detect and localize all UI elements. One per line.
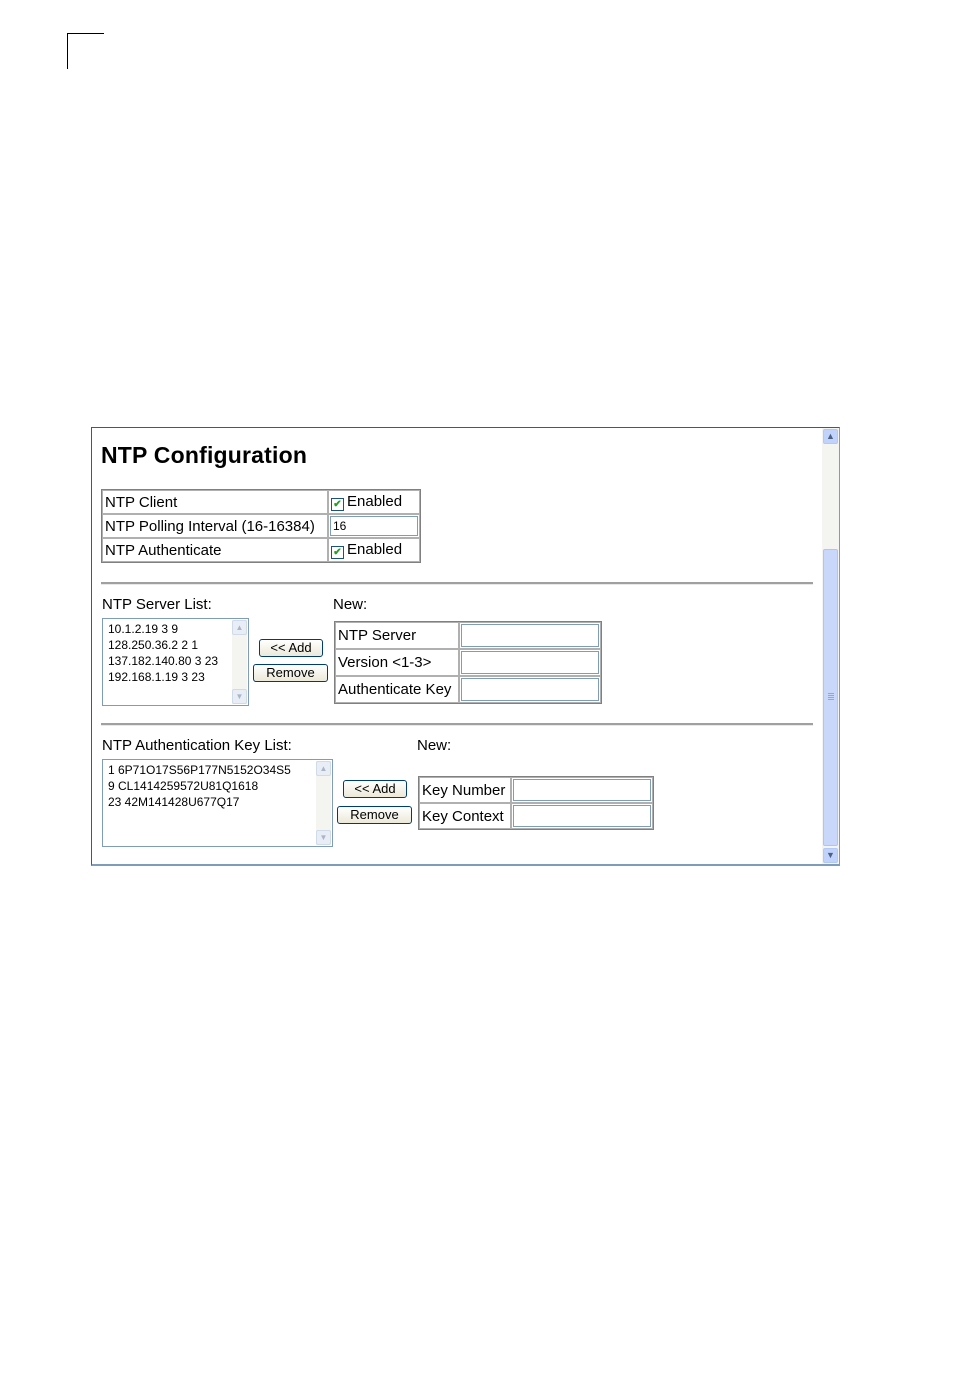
list-item[interactable]: 192.168.1.19 3 23	[108, 670, 205, 684]
server-list-scrollbar[interactable]	[232, 620, 247, 704]
grip-line	[828, 695, 834, 696]
ntp-client-label: NTP Client	[102, 490, 328, 514]
list-item[interactable]: 10.1.2.19 3 9	[108, 622, 179, 636]
page-content	[92, 428, 822, 864]
ntp-settings-table	[101, 489, 421, 563]
ntp-authenticate-value: Enabled	[347, 541, 403, 558]
authenticate-key-cell	[459, 676, 601, 703]
ntp-client-value: Enabled	[347, 493, 403, 510]
server-list[interactable]	[102, 618, 249, 706]
polling-interval-label: NTP Polling Interval (16-16384)	[102, 514, 328, 538]
ntp-authenticate-label: NTP Authenticate	[102, 538, 328, 562]
divider	[101, 723, 813, 726]
server-remove-button[interactable]: Remove	[253, 664, 328, 682]
authenticate-key-label: Authenticate Key	[335, 676, 459, 703]
version-input[interactable]	[461, 651, 599, 674]
key-list[interactable]	[102, 759, 333, 847]
list-item[interactable]: 1 6P71O17S56P177N5152O34S5	[108, 763, 291, 777]
authenticate-key-input[interactable]	[461, 678, 599, 701]
table-row	[102, 514, 420, 538]
crop-mark-vertical	[67, 33, 68, 69]
key-context-label: Key Context	[419, 803, 511, 829]
scrollbar-thumb[interactable]	[823, 549, 838, 846]
chevron-up-icon[interactable]: ▲	[823, 429, 838, 444]
list-item[interactable]: 23 42M141428U677Q17	[108, 795, 240, 809]
chevron-down-icon[interactable]: ▼	[823, 848, 838, 863]
window-scrollbar[interactable]	[822, 428, 839, 864]
ntp-server-input[interactable]	[461, 624, 599, 647]
page-title: NTP Configuration	[101, 442, 308, 468]
server-new-table	[334, 621, 602, 704]
table-row	[102, 490, 420, 514]
key-list-scrollbar[interactable]	[316, 761, 331, 845]
grip-line	[828, 697, 834, 698]
table-row	[419, 803, 653, 829]
table-row	[335, 622, 601, 649]
key-context-input[interactable]	[513, 805, 651, 827]
key-number-input[interactable]	[513, 779, 651, 801]
key-add-button[interactable]: << Add	[343, 780, 407, 798]
ntp-server-label: NTP Server	[335, 622, 459, 649]
server-add-button[interactable]: << Add	[259, 639, 323, 657]
version-label: Version <1-3>	[335, 649, 459, 676]
table-row	[102, 538, 420, 562]
key-number-label: Key Number	[419, 777, 511, 803]
list-item[interactable]: 128.250.36.2 2 1	[108, 638, 199, 652]
chevron-down-icon[interactable]: ▼	[232, 689, 247, 704]
grip-line	[828, 699, 834, 700]
polling-interval-input[interactable]: 16	[330, 516, 418, 536]
table-row	[419, 777, 653, 803]
chevron-down-icon[interactable]: ▼	[316, 830, 331, 845]
ntp-client-cell	[328, 490, 420, 514]
crop-mark-horizontal	[67, 33, 104, 34]
ntp-authenticate-cell	[328, 538, 420, 562]
server-list-label: NTP Server List:	[102, 596, 212, 613]
ntp-client-checkbox[interactable]: ✔	[331, 498, 344, 511]
key-new-label: New:	[417, 737, 452, 754]
browser-window	[91, 427, 840, 866]
divider	[101, 582, 813, 585]
key-context-cell	[511, 803, 653, 829]
key-number-cell	[511, 777, 653, 803]
chevron-up-icon[interactable]: ▲	[232, 620, 247, 635]
ntp-server-cell	[459, 622, 601, 649]
server-new-label: New:	[333, 596, 368, 613]
key-remove-button[interactable]: Remove	[337, 806, 412, 824]
table-row	[335, 676, 601, 703]
list-item[interactable]: 9 CL1414259572U81Q1618	[108, 779, 259, 793]
list-item[interactable]: 137.182.140.80 3 23	[108, 654, 219, 668]
key-new-table	[418, 776, 654, 830]
table-row	[335, 649, 601, 676]
grip-line	[828, 693, 834, 694]
version-cell	[459, 649, 601, 676]
chevron-up-icon[interactable]: ▲	[316, 761, 331, 776]
ntp-authenticate-checkbox[interactable]: ✔	[331, 546, 344, 559]
polling-interval-cell	[328, 514, 420, 538]
key-list-label: NTP Authentication Key List:	[102, 737, 292, 754]
